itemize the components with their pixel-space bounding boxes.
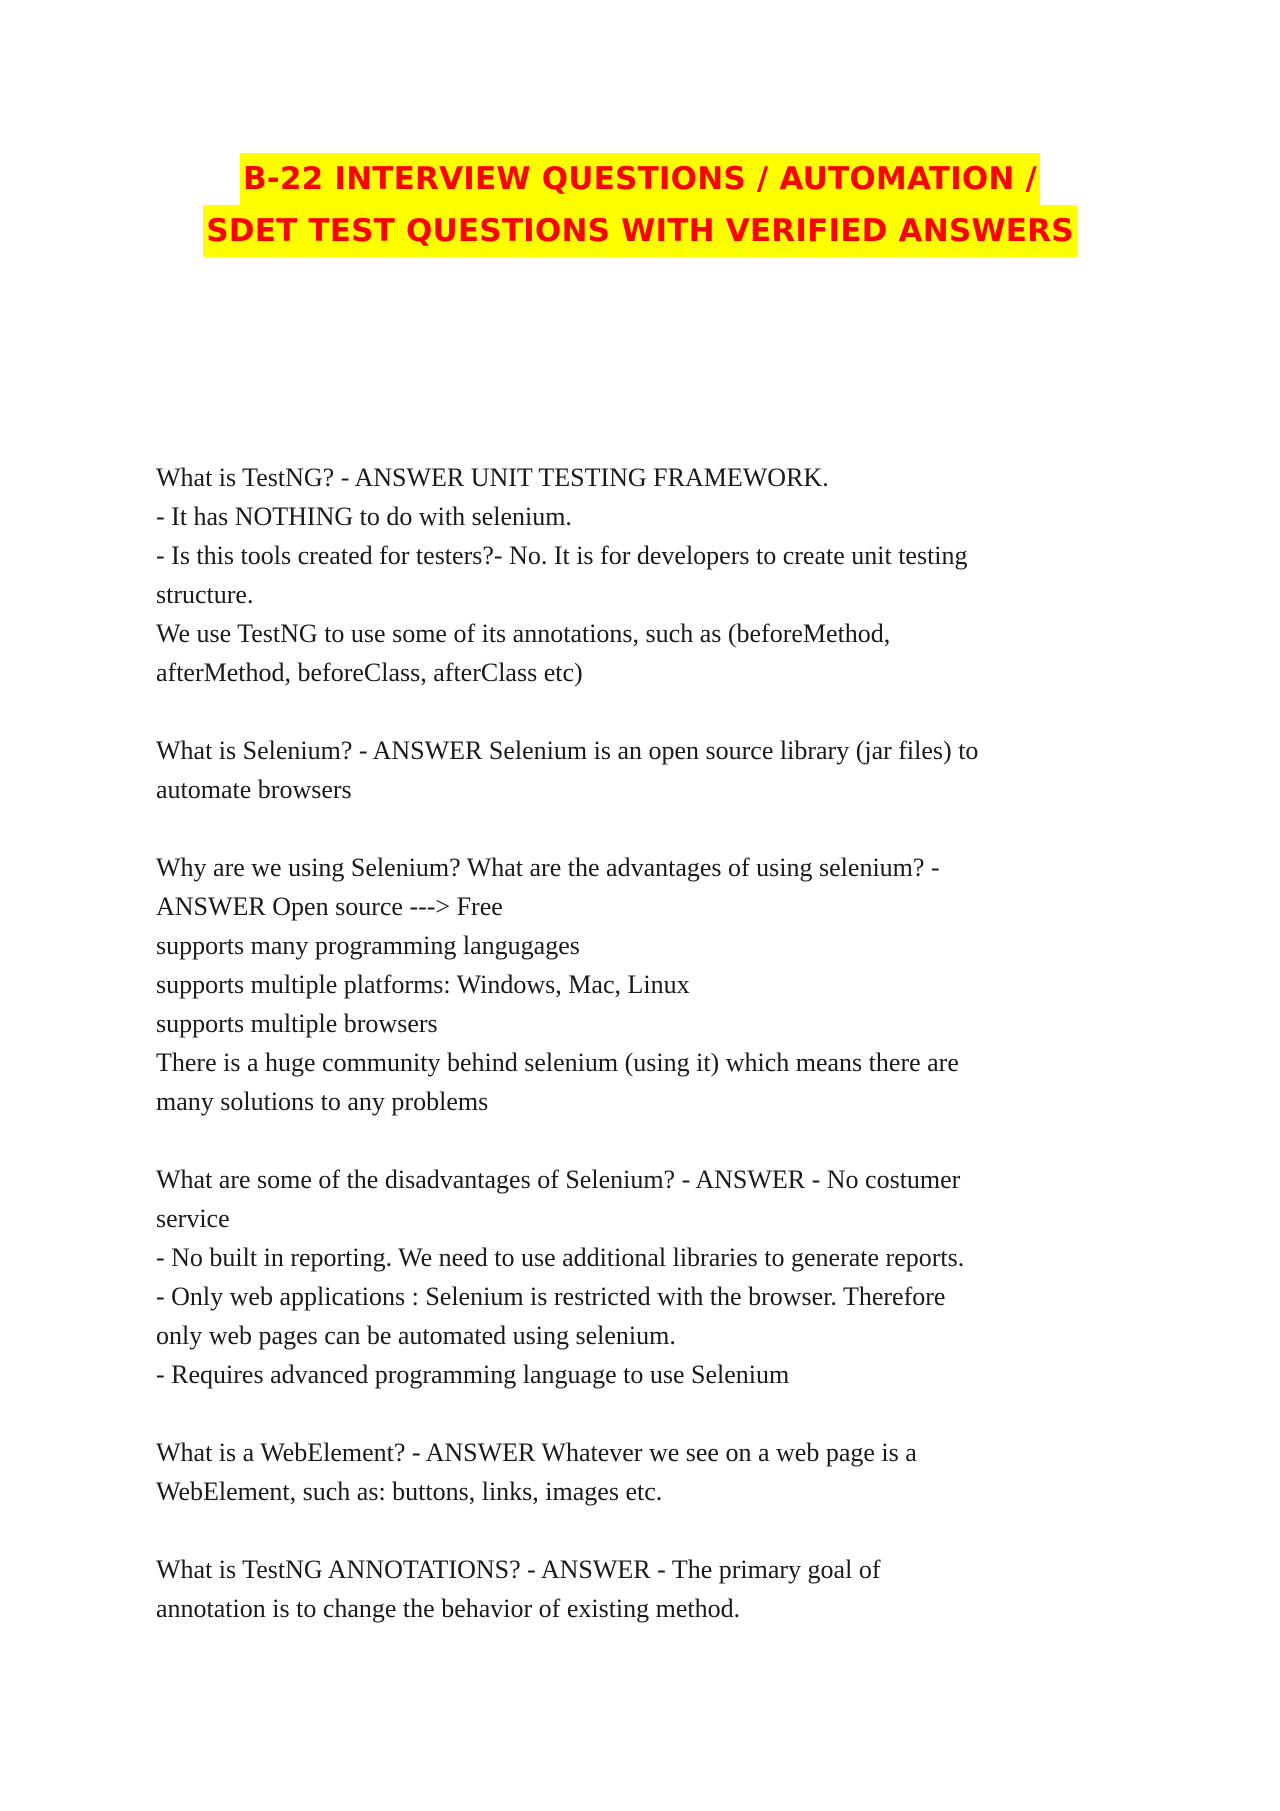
qa-line: many solutions to any problems (156, 1087, 489, 1116)
qa-block-selenium-disadvantages (156, 1160, 1146, 1394)
qa-line: What is TestNG? - ANSWER UNIT TESTING FRAMEWORK. (156, 463, 829, 492)
qa-line: What is Selenium? - ANSWER Selenium is an open source library (jar files) to (156, 736, 979, 765)
qa-content (156, 458, 1146, 1667)
qa-line: - Is this tools created for testers?- No. It is for developers to create unit testing (156, 541, 968, 570)
qa-line: automate browsers (156, 775, 352, 804)
qa-line: Why are we using Selenium? What are the advantages of using selenium? - (156, 853, 940, 882)
qa-line: What is a WebElement? - ANSWER Whatever we see on a web page is a (156, 1438, 917, 1467)
qa-line: supports multiple browsers (156, 1009, 438, 1038)
qa-line: supports many programming langugages (156, 931, 580, 960)
qa-line: structure. (156, 580, 254, 609)
qa-line: - Requires advanced programming language to use Selenium (156, 1360, 790, 1389)
qa-line: - No built in reporting. We need to use additional libraries to generate reports. (156, 1243, 965, 1272)
qa-line: annotation is to change the behavior of existing method. (156, 1594, 741, 1623)
document-title (0, 153, 1280, 257)
qa-block-selenium-advantages (156, 848, 1146, 1121)
qa-line: What is TestNG ANNOTATIONS? - ANSWER - The primary goal of (156, 1555, 881, 1584)
qa-line: supports multiple platforms: Windows, Mac, Linux (156, 970, 690, 999)
qa-line: afterMethod, beforeClass, afterClass etc) (156, 658, 583, 687)
qa-line: There is a huge community behind selenium (using it) which means there are (156, 1048, 959, 1077)
qa-block-selenium (156, 731, 1146, 809)
title-line-2: SDET TEST QUESTIONS WITH VERIFIED ANSWERS (203, 205, 1077, 257)
qa-block-testng-annotations (156, 1550, 1146, 1628)
qa-line: service (156, 1204, 230, 1233)
title-line-1: B-22 INTERVIEW QUESTIONS / AUTOMATION / (240, 153, 1040, 205)
qa-line: only web pages can be automated using selenium. (156, 1321, 676, 1350)
qa-line: We use TestNG to use some of its annotations, such as (beforeMethod, (156, 619, 891, 648)
qa-block-webelement (156, 1433, 1146, 1511)
qa-line: ANSWER Open source ---> Free (156, 892, 503, 921)
qa-line: - Only web applications : Selenium is restricted with the browser. Therefore (156, 1282, 946, 1311)
qa-line: WebElement, such as: buttons, links, images etc. (156, 1477, 663, 1506)
qa-block-testng (156, 458, 1146, 692)
qa-line: What are some of the disadvantages of Selenium? - ANSWER - No costumer (156, 1165, 961, 1194)
qa-line: - It has NOTHING to do with selenium. (156, 502, 572, 531)
